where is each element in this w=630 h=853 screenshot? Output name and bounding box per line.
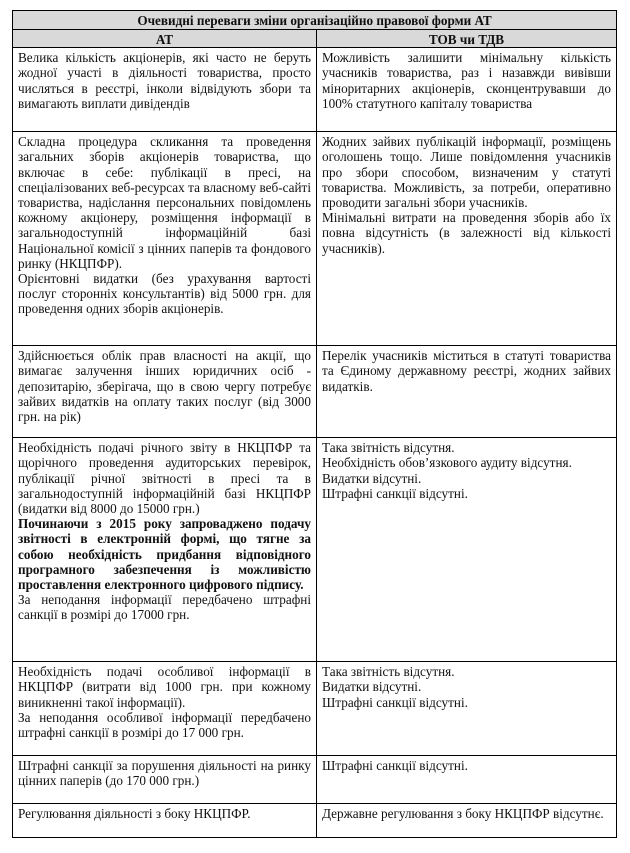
cell-paragraph: Така звітність відсутня. xyxy=(322,664,455,680)
cell-paragraph: За неподання інформації передбачено штрафні санкції в розмірі до 17000 грн. xyxy=(18,592,311,623)
cell-tov xyxy=(317,804,617,838)
table-row xyxy=(13,804,617,838)
column-header-tov: ТОВ чи ТДВ xyxy=(317,30,617,48)
cell-paragraph: Штрафні санкції відсутні. xyxy=(322,485,468,501)
cell-paragraph: Видатки відсутні. xyxy=(322,470,422,486)
cell-at xyxy=(13,804,317,838)
cell-tov xyxy=(317,48,617,132)
cell-paragraph: Мінімальні витрати на проведення зборів або їх повна відсутність (в залежності від кількості учасників). xyxy=(322,210,611,256)
table-header-row xyxy=(13,30,617,48)
cell-paragraph: За неподання особливої інформації передбачено штрафні санкції в розмірі до 17 000 грн. xyxy=(18,709,311,741)
table-row xyxy=(13,48,617,132)
cell-tov xyxy=(317,438,617,662)
cell-paragraph: Перелік учасників міститься в статуті товариства та Єдиному державному реєстрі, жодних зайвих видатків. xyxy=(322,348,611,394)
cell-at xyxy=(13,662,317,756)
cell-at xyxy=(13,346,317,438)
column-header-at: АТ xyxy=(13,30,317,48)
cell-paragraph: Необхідність подачі річного звіту в НКЦПФР та щорічного проведення аудиторських перевірок, публікації річної звітності в пресі та в загальнодоступній інформаційній базі НКЦПФР (видатки від 8000 до 15000 грн.) xyxy=(18,440,311,517)
cell-paragraph: Штрафні санкції за порушення діяльності на ринку цінних паперів (до 170 000 грн.) xyxy=(18,758,311,789)
comparison-table xyxy=(12,10,617,838)
cell-at xyxy=(13,48,317,132)
cell-paragraph: Здійснюється облік прав власності на акції, що вимагає залучення інших юридичних осіб - депозитарію, зберігача, що в свою чергу потребує зайвих видатків на оплату таких послуг (від 3000 грн. на рік) xyxy=(18,348,311,425)
table-row xyxy=(13,756,617,804)
cell-paragraph: Можливість залишити мінімальну кількість учасників товариства, раз і назавжди вивівши міноритарних акціонерів, сконцентрувавши до 100% статутного капіталу товариства xyxy=(322,50,611,111)
cell-tov xyxy=(317,662,617,756)
cell-at xyxy=(13,438,317,662)
cell-paragraph: Регулювання діяльності з боку НКЦПФР. xyxy=(18,806,251,822)
cell-tov xyxy=(317,132,617,346)
cell-tov xyxy=(317,346,617,438)
table-body xyxy=(13,48,617,838)
cell-paragraph: Видатки відсутні. xyxy=(322,679,422,695)
table-row xyxy=(13,346,617,438)
cell-paragraph: Велика кількість акціонерів, які часто не беруть жодної участі в діяльності товариства, просто числяться в реєстрі, інколи відвідують збори та вимагають виплати дивідендів xyxy=(18,50,311,111)
cell-paragraph: Орієнтовні видатки (без урахування вартості послуг сторонніх консультантів) від 5000 грн. для проведення одних зборів акціонерів. xyxy=(18,271,311,317)
cell-paragraph: Необхідність обов’язкового аудиту відсутня. xyxy=(322,455,572,471)
cell-at xyxy=(13,756,317,804)
cell-paragraph: Необхідність подачі особливої інформації в НКЦПФР (витрати від 1000 грн. при кожному виникненні такої інформації). xyxy=(18,664,311,710)
cell-at xyxy=(13,132,317,346)
cell-paragraph: Штрафні санкції відсутні. xyxy=(322,758,468,774)
cell-tov xyxy=(317,756,617,804)
cell-paragraph: Складна процедура скликання та проведення загальних зборів акціонерів товариства, що включає в себе: публікації в пресі, на спеціалізованих веб-ресурсах та власному веб-сайті товариства, надіслання персональних повідомлень кожному акціонеру, розміщення інформації в загальнодоступній інформаційній базі Національної комісії з цінних паперів та фондового ринку (НКЦПФР). xyxy=(18,134,311,271)
cell-paragraph: Починаючи з 2015 року запроваджено подачу звітності в електронній формі, що тягне за собою необхідність придбання відповідного програмного забезпечення із можливістю проставлення електронного цифрового підпису. xyxy=(18,516,311,593)
table-row xyxy=(13,662,617,756)
cell-paragraph: Державне регулювання з боку НКЦПФР відсутнє. xyxy=(322,806,604,822)
table-row xyxy=(13,438,617,662)
table-title: Очевидні переваги зміни організаційно правової форми АТ xyxy=(13,11,617,30)
table-title-row xyxy=(13,11,617,30)
cell-paragraph: Жодних зайвих публікацій інформації, розміщень оголошень тощо. Лише повідомлення учасників про збори способом, визначеним у статуті товариства. Можливість, за потреби, оперативно проводити загальні збори учасників. xyxy=(322,134,611,211)
cell-paragraph: Така звітність відсутня. xyxy=(322,440,455,456)
table-row xyxy=(13,132,617,346)
cell-paragraph: Штрафні санкції відсутні. xyxy=(322,694,468,710)
